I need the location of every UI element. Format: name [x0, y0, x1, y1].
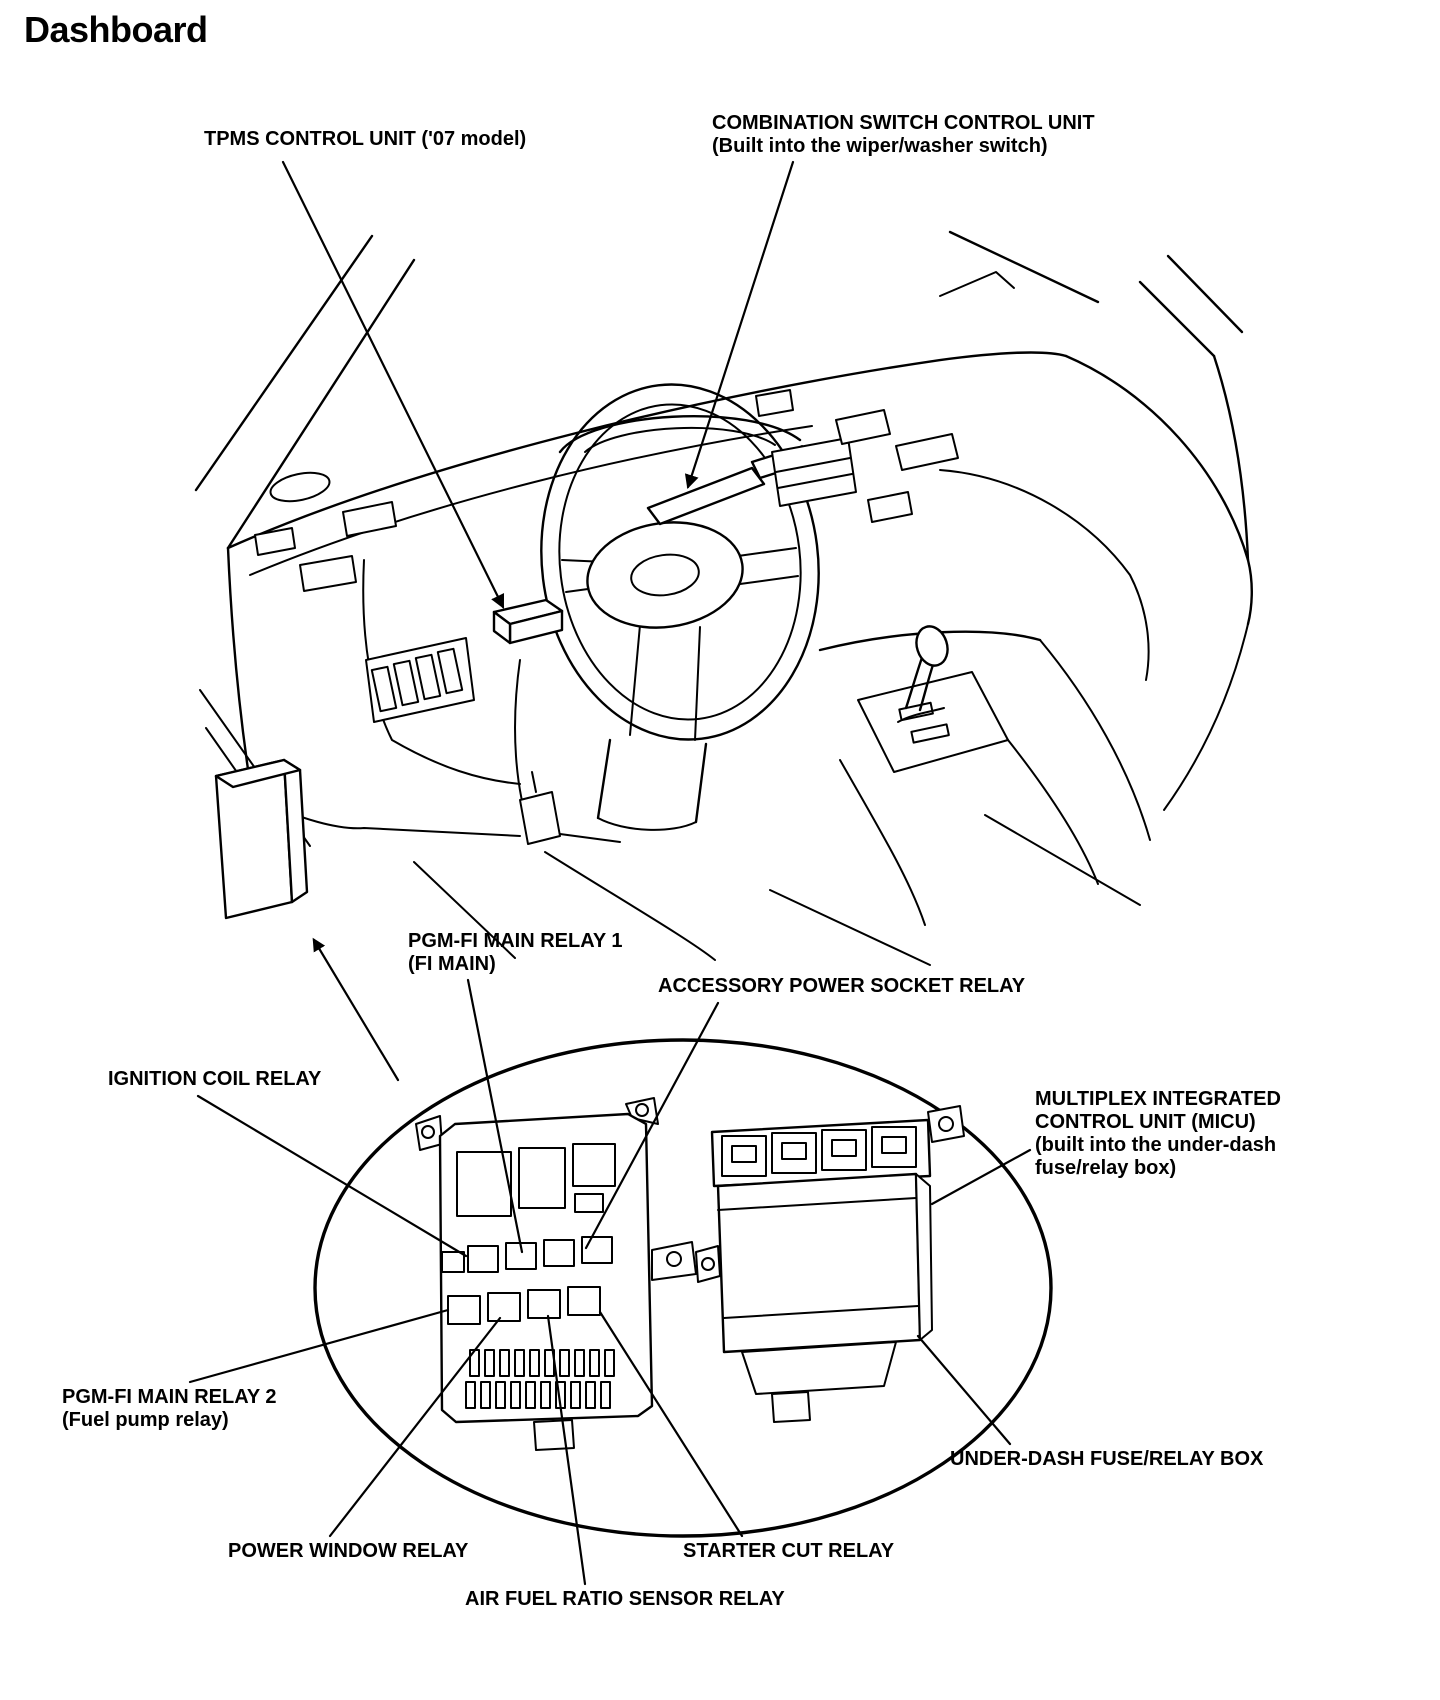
- label-tpms: [204, 128, 526, 151]
- leader-micu: [932, 1150, 1030, 1204]
- label-pgm-fi-1: [408, 930, 622, 976]
- label-under-dash: [950, 1448, 1263, 1471]
- leader-tpms: [283, 162, 503, 607]
- leader-power-window: [330, 1318, 500, 1536]
- tpms-unit-box: [494, 600, 562, 643]
- leader-starter-cut: [600, 1312, 742, 1536]
- label-accessory-line1: ACCESSORY POWER SOCKET RELAY: [658, 975, 1026, 997]
- label-air-fuel-line1: AIR FUEL RATIO SENSOR RELAY: [465, 1588, 785, 1610]
- label-starter-cut: [683, 1540, 894, 1563]
- label-micu-line4: fuse/relay box): [1035, 1157, 1177, 1179]
- label-micu-line3: (built into the under-dash: [1035, 1134, 1277, 1156]
- label-under-dash-line1: UNDER-DASH FUSE/RELAY BOX: [950, 1448, 1264, 1470]
- label-pgm-fi-2-line1: PGM-FI MAIN RELAY 2: [62, 1386, 277, 1408]
- dash-body: [200, 353, 1252, 862]
- label-accessory: [658, 975, 1025, 998]
- label-micu-line1: MULTIPLEX INTEGRATED: [1035, 1088, 1281, 1110]
- label-power-window: [228, 1540, 468, 1563]
- label-combination-switch-line1: COMBINATION SWITCH CONTROL UNIT: [712, 112, 1095, 134]
- leader-box-location-arrow: [314, 940, 398, 1080]
- left-dash-details: [255, 468, 620, 842]
- label-ignition: [108, 1068, 321, 1091]
- label-pgm-fi-2-line2: (Fuel pump relay): [62, 1409, 229, 1431]
- page-title: Dashboard: [24, 9, 208, 50]
- label-ignition-line1: IGNITION COIL RELAY: [108, 1068, 322, 1090]
- label-combination-switch-line2: (Built into the wiper/washer switch): [712, 135, 1048, 157]
- label-air-fuel: [465, 1588, 785, 1611]
- label-power-window-line1: POWER WINDOW RELAY: [228, 1540, 469, 1562]
- label-micu: [1035, 1088, 1281, 1180]
- under-dash-box-location: [216, 760, 307, 918]
- steering-wheel: [521, 369, 838, 830]
- label-pgm-fi-2: [62, 1386, 276, 1432]
- label-tpms-line1: TPMS CONTROL UNIT ('07 model): [204, 128, 527, 150]
- label-pgm-fi-1-line1: PGM-FI MAIN RELAY 1: [408, 930, 623, 952]
- micu-box-drawing: [696, 1106, 964, 1422]
- label-starter-cut-line1: STARTER CUT RELAY: [683, 1540, 895, 1562]
- label-combination-switch: [712, 112, 1095, 158]
- console-shifter: [820, 622, 1150, 925]
- label-pgm-fi-1-line2: (FI MAIN): [408, 953, 496, 975]
- center-stack: [756, 390, 958, 522]
- leader-under-dash: [918, 1336, 1010, 1444]
- label-micu-line2: CONTROL UNIT (MICU): [1035, 1111, 1256, 1133]
